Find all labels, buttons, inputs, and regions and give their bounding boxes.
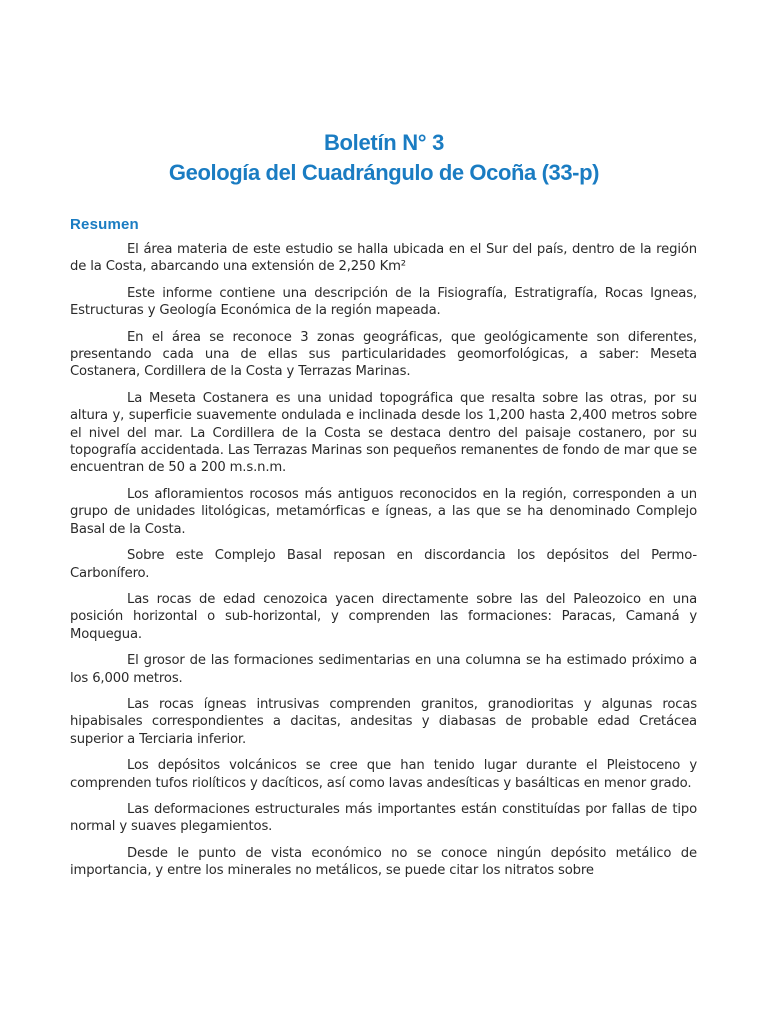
document-title: Geología del Cuadrángulo de Ocoña (33-p): [168, 160, 600, 185]
paragraph: El área materia de este estudio se halla ubicada en el Sur del país, dentro de la región de la Costa, abarcando una extensión de 2,250 Km²: [70, 242, 697, 275]
paragraph: Sobre este Complejo Basal reposan en discordancia los depósitos del Permo-Carbonífero.: [70, 548, 697, 581]
summary-body: [70, 241, 697, 889]
paragraph: Los depósitos volcánicos se cree que han tenido lugar durante el Pleistoceno y comprenden tufos riolíticos y dacíticos, así como lavas andesíticas y basálticas en menor grado.: [70, 758, 697, 791]
paragraph: Desde le punto de vista económico no se conoce ningún depósito metálico de importancia, y entre los minerales no metálicos, se puede citar los nitratos sobre: [70, 845, 697, 879]
paragraph: Este informe contiene una descripción de la Fisiografía, Estratigrafía, Rocas Igneas, Estructuras y Geología Económica de la región mapeada.: [70, 285, 697, 319]
paragraph: El grosor de las formaciones sedimentarias en una columna se ha estimado próximo a los 6,000 metros.: [70, 653, 697, 686]
paragraph: Las rocas de edad cenozoica yacen directamente sobre las del Paleozoico en una posición horizontal o sub-horizontal, y comprenden las formaciones: Paracas, Camaná y Moquegua.: [70, 591, 697, 642]
paragraph: En el área se reconoce 3 zonas geográficas, que geológicamente son diferentes, presentando cada una de ellas sus particularidades geomorfológicas, a saber: Meseta Costanera, Cordillera de la Costa y Terrazas Marinas.: [70, 329, 697, 380]
paragraph: La Meseta Costanera es una unidad topográfica que resalta sobre las otras, por su altura y, superficie suavemente ondulada e inclinada desde los 1,200 hasta 2,400 metros sobre el nivel del mar. La Cordillera de la Costa se destaca dentro del paisaje costanero, por su topografía accidentada. Las Terrazas Marinas son pequeños remanentes de fondo de mar que se encuentran de 50 a 200 m.s.n.m.: [70, 390, 697, 476]
paragraph: Los afloramientos rocosos más antiguos reconocidos en la región, corresponden a un grupo de unidades litológicas, metamórficas e ígneas, a las que se ha denominado Complejo Basal de la Costa.: [70, 486, 697, 537]
paragraph: Las deformaciones estructurales más importantes están constituídas por fallas de tipo normal y suaves plegamientos.: [70, 801, 697, 835]
paragraph: Las rocas ígneas intrusivas comprenden granitos, granodioritas y algunas rocas hipabisales correspondientes a dacitas, andesitas y diabasas de probable edad Cretácea superior a Terciaria inferior.: [70, 696, 697, 747]
summary-heading: Resumen: [70, 216, 139, 233]
bulletin-number-title: Boletín N° 3: [323, 130, 445, 155]
title-block: [0, 128, 768, 188]
